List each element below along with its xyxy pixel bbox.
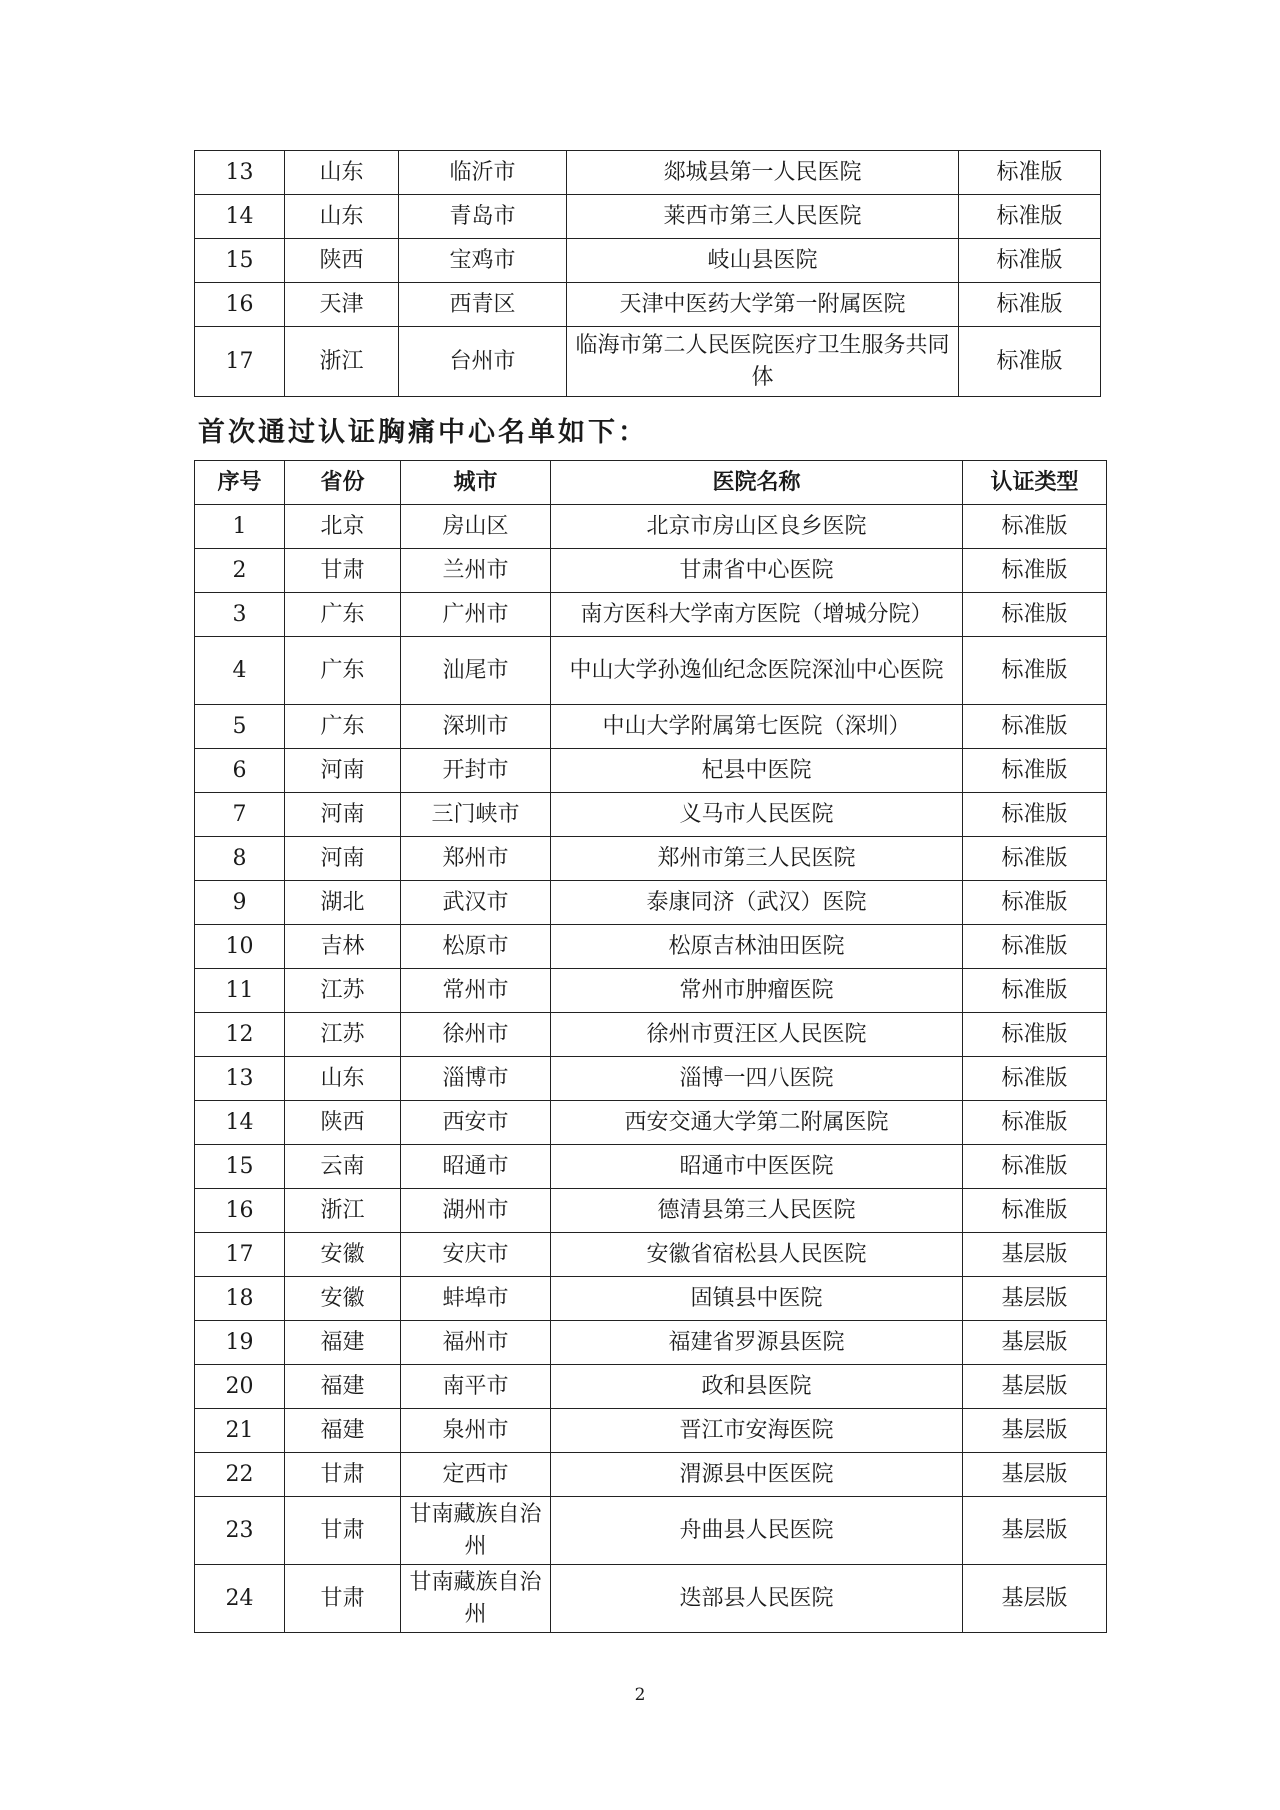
cell-city: 台州市 [399,327,567,397]
table-header-row [195,461,1107,505]
cell-cert-type: 基层版 [963,1233,1107,1277]
cell-cert-type: 标准版 [959,283,1101,327]
table-row [195,1277,1107,1321]
cell-province: 江苏 [285,969,401,1013]
cell-index: 7 [195,793,285,837]
cell-index: 12 [195,1013,285,1057]
table-row [195,549,1107,593]
table-row [195,1145,1107,1189]
cell-city: 宝鸡市 [399,239,567,283]
table-row [195,837,1107,881]
table-row [195,1365,1107,1409]
continued-hospital-table [194,150,1101,397]
cell-index: 21 [195,1409,285,1453]
cell-province: 浙江 [285,1189,401,1233]
cell-hospital-name: 义马市人民医院 [551,793,963,837]
header-hospital-name: 医院名称 [551,461,963,505]
cell-province: 山东 [285,151,399,195]
table-row [195,749,1107,793]
table-row [195,195,1101,239]
cell-hospital-name: 杞县中医院 [551,749,963,793]
cell-index: 17 [195,1233,285,1277]
table-row [195,1409,1107,1453]
cell-province: 山东 [285,1057,401,1101]
cell-hospital-name: 德清县第三人民医院 [551,1189,963,1233]
cell-index: 6 [195,749,285,793]
cell-city: 青岛市 [399,195,567,239]
table-row [195,283,1101,327]
cell-city: 广州市 [401,593,551,637]
cell-index: 4 [195,637,285,705]
table-row [195,1453,1107,1497]
cell-hospital-name: 渭源县中医医院 [551,1453,963,1497]
cell-province: 甘肃 [285,549,401,593]
cell-city: 定西市 [401,1453,551,1497]
cell-city: 福州市 [401,1321,551,1365]
cell-province: 甘肃 [285,1565,401,1633]
cell-index: 16 [195,283,285,327]
table-row [195,505,1107,549]
cell-cert-type: 标准版 [963,637,1107,705]
cell-cert-type: 标准版 [963,505,1107,549]
cell-city: 安庆市 [401,1233,551,1277]
cell-index: 15 [195,1145,285,1189]
cell-province: 福建 [285,1365,401,1409]
cell-cert-type: 标准版 [959,195,1101,239]
cell-province: 福建 [285,1321,401,1365]
cell-cert-type: 标准版 [959,151,1101,195]
table-row [195,969,1107,1013]
cell-index: 16 [195,1189,285,1233]
cell-cert-type: 标准版 [963,593,1107,637]
cell-cert-type: 标准版 [963,793,1107,837]
table-row [195,151,1101,195]
cell-cert-type: 基层版 [963,1409,1107,1453]
cell-index: 11 [195,969,285,1013]
cell-city: 常州市 [401,969,551,1013]
cell-hospital-name: 甘肃省中心医院 [551,549,963,593]
table-row [195,881,1107,925]
table-row [195,705,1107,749]
cell-cert-type: 标准版 [963,925,1107,969]
cell-province: 浙江 [285,327,399,397]
cell-hospital-name: 岐山县医院 [567,239,959,283]
cell-cert-type: 基层版 [963,1321,1107,1365]
cell-city: 临沂市 [399,151,567,195]
cell-province: 山东 [285,195,399,239]
cell-hospital-name: 常州市肿瘤医院 [551,969,963,1013]
cell-index: 10 [195,925,285,969]
cell-city: 开封市 [401,749,551,793]
table-row [195,1189,1107,1233]
cell-hospital-name: 莱西市第三人民医院 [567,195,959,239]
cell-index: 8 [195,837,285,881]
cell-hospital-name: 松原吉林油田医院 [551,925,963,969]
cell-province: 吉林 [285,925,401,969]
table-row [195,1497,1107,1565]
cell-city: 南平市 [401,1365,551,1409]
cell-hospital-name: 昭通市中医医院 [551,1145,963,1189]
cell-hospital-name: 政和县医院 [551,1365,963,1409]
cell-index: 17 [195,327,285,397]
cell-province: 广东 [285,593,401,637]
page-number: 2 [634,1685,646,1705]
cell-province: 陕西 [285,1101,401,1145]
cell-index: 2 [195,549,285,593]
cell-hospital-name: 晋江市安海医院 [551,1409,963,1453]
cell-hospital-name: 中山大学孙逸仙纪念医院深汕中心医院 [551,637,963,705]
cell-city: 郑州市 [401,837,551,881]
table-row [195,925,1107,969]
cell-hospital-name: 泰康同济（武汉）医院 [551,881,963,925]
section-title: 首次通过认证胸痛中心名单如下： [198,417,648,448]
cell-index: 14 [195,1101,285,1145]
cell-index: 5 [195,705,285,749]
cell-city: 三门峡市 [401,793,551,837]
cell-city: 湖州市 [401,1189,551,1233]
header-province: 省份 [285,461,401,505]
cell-hospital-name: 南方医科大学南方医院（增城分院） [551,593,963,637]
cell-cert-type: 标准版 [963,705,1107,749]
cell-cert-type: 基层版 [963,1277,1107,1321]
cell-cert-type: 标准版 [963,1101,1107,1145]
cell-cert-type: 标准版 [963,1057,1107,1101]
cell-city: 昭通市 [401,1145,551,1189]
cell-index: 23 [195,1497,285,1565]
cell-city: 西青区 [399,283,567,327]
cell-index: 24 [195,1565,285,1633]
cell-city: 淄博市 [401,1057,551,1101]
table-row [195,239,1101,283]
cell-index: 20 [195,1365,285,1409]
cell-hospital-name: 天津中医药大学第一附属医院 [567,283,959,327]
cell-province: 湖北 [285,881,401,925]
cell-cert-type: 标准版 [963,969,1107,1013]
cell-hospital-name: 淄博一四八医院 [551,1057,963,1101]
cell-cert-type: 基层版 [963,1453,1107,1497]
cell-province: 广东 [285,705,401,749]
cell-province: 福建 [285,1409,401,1453]
cell-hospital-name: 临海市第二人民医院医疗卫生服务共同体 [567,327,959,397]
cell-hospital-name: 郯城县第一人民医院 [567,151,959,195]
cell-hospital-name: 北京市房山区良乡医院 [551,505,963,549]
cell-city: 西安市 [401,1101,551,1145]
header-cert-type: 认证类型 [963,461,1107,505]
table-row [195,327,1101,397]
table-row [195,637,1107,705]
table-row [195,1233,1107,1277]
cell-cert-type: 标准版 [963,881,1107,925]
cell-city: 徐州市 [401,1013,551,1057]
cell-hospital-name: 安徽省宿松县人民医院 [551,1233,963,1277]
cell-city: 甘南藏族自治州 [401,1497,551,1565]
cell-index: 22 [195,1453,285,1497]
table-row [195,593,1107,637]
cell-index: 1 [195,505,285,549]
table-row [195,1101,1107,1145]
cell-hospital-name: 徐州市贾汪区人民医院 [551,1013,963,1057]
cell-province: 甘肃 [285,1453,401,1497]
table-row [195,1565,1107,1633]
cell-cert-type: 标准版 [959,239,1101,283]
cell-city: 房山区 [401,505,551,549]
header-index: 序号 [195,461,285,505]
cell-province: 江苏 [285,1013,401,1057]
first-certified-hospital-table [194,460,1107,1633]
cell-index: 19 [195,1321,285,1365]
table-row [195,1321,1107,1365]
cell-province: 安徽 [285,1277,401,1321]
cell-province: 陕西 [285,239,399,283]
header-city: 城市 [401,461,551,505]
cell-index: 13 [195,1057,285,1101]
cell-hospital-name: 福建省罗源县医院 [551,1321,963,1365]
cell-hospital-name: 中山大学附属第七医院（深圳） [551,705,963,749]
cell-cert-type: 标准版 [963,1145,1107,1189]
cell-province: 安徽 [285,1233,401,1277]
cell-cert-type: 标准版 [963,749,1107,793]
cell-province: 河南 [285,793,401,837]
cell-cert-type: 标准版 [963,1013,1107,1057]
cell-province: 甘肃 [285,1497,401,1565]
cell-hospital-name: 西安交通大学第二附属医院 [551,1101,963,1145]
cell-index: 9 [195,881,285,925]
table-row [195,793,1107,837]
cell-city: 蚌埠市 [401,1277,551,1321]
cell-cert-type: 标准版 [963,1189,1107,1233]
cell-province: 广东 [285,637,401,705]
cell-city: 泉州市 [401,1409,551,1453]
cell-city: 汕尾市 [401,637,551,705]
cell-city: 兰州市 [401,549,551,593]
cell-province: 北京 [285,505,401,549]
cell-cert-type: 基层版 [963,1497,1107,1565]
cell-cert-type: 基层版 [963,1365,1107,1409]
cell-city: 武汉市 [401,881,551,925]
cell-hospital-name: 郑州市第三人民医院 [551,837,963,881]
cell-hospital-name: 舟曲县人民医院 [551,1497,963,1565]
cell-index: 15 [195,239,285,283]
cell-index: 18 [195,1277,285,1321]
cell-province: 云南 [285,1145,401,1189]
cell-cert-type: 标准版 [963,549,1107,593]
cell-hospital-name: 迭部县人民医院 [551,1565,963,1633]
cell-city: 松原市 [401,925,551,969]
cell-city: 深圳市 [401,705,551,749]
cell-province: 天津 [285,283,399,327]
cell-province: 河南 [285,749,401,793]
cell-index: 13 [195,151,285,195]
cell-hospital-name: 固镇县中医院 [551,1277,963,1321]
cell-index: 3 [195,593,285,637]
cell-city: 甘南藏族自治州 [401,1565,551,1633]
table-row [195,1013,1107,1057]
cell-cert-type: 标准版 [963,837,1107,881]
cell-cert-type: 标准版 [959,327,1101,397]
cell-province: 河南 [285,837,401,881]
cell-index: 14 [195,195,285,239]
table-row [195,1057,1107,1101]
cell-cert-type: 基层版 [963,1565,1107,1633]
